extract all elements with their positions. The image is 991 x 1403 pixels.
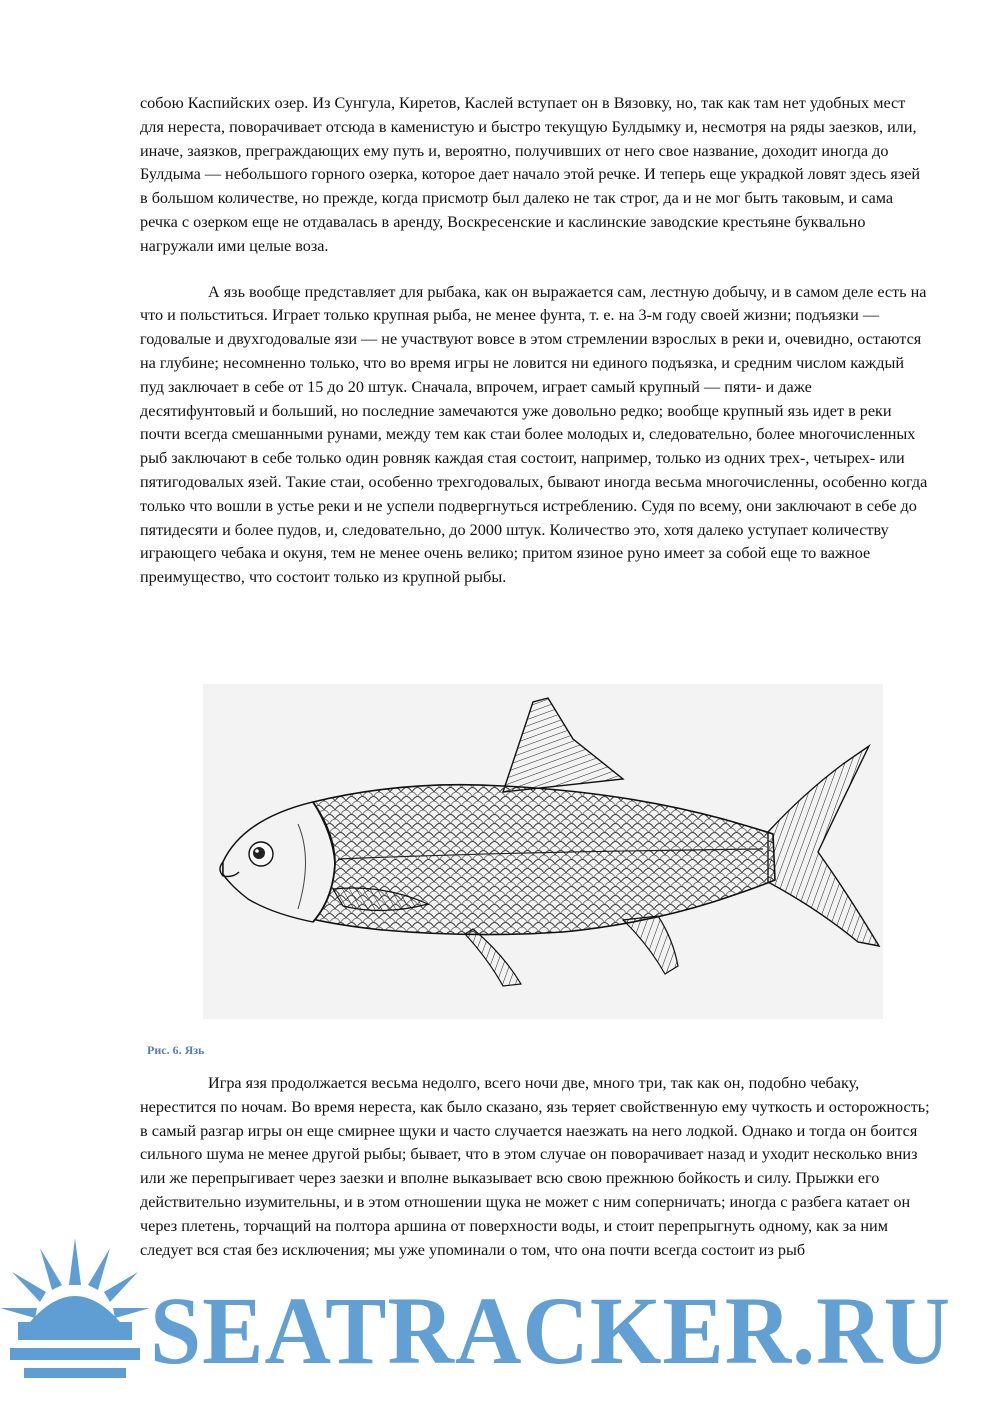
paragraph-3: Игра язя продолжается весьма недолго, всего ночи две, много три, так как он, подобно чебаку, нерестится по ночам. Во время нереста, как было сказано, язь теряет свойственную ему чуткость и осторожность; в самый разгар игры он еще смирнее щуки и часто случается наезжать на него лодкой. Однако и тогда он боится сильного шума не менее другой рыбы; бывает, что в этом случае он поворачивает назад и уходит несколько вниз или же перепрыгивает через заезки и вполне выказывает всю свою прежнюю бойкость и силу. Прыжки его действительно изумительны, и в этом отношении щука не может с ним соперничать; иногда с разбега катает он через плетень, торчащий на полтора аршина от поверхности воды, и стоит перепрыгнуть одному, как за ним следует вся стая без исключения; мы уже упоминали о том, что она почти всегда состоит из рыб [140,1074,930,1259]
paragraph-1: собою Каспийских озер. Из Сунгула, Киретов, Каслей вступает он в Вязовку, но, так как там нет удобных мест для нереста, поворачивает отсюда в каменистую и быстро текущую Булдымку и, несмотря на ряды заезков, или, иначе, заязков, преграждающих ему путь и, вероятно, получивших от него свое название, доходит иногда до Булдыма — небольшого горного озерка, которое дает начало этой речке. И теперь еще украдкой ловят здесь язей в большом количестве, но прежде, когда присмотр был далеко не так строг, да и не мог быть таковым, и сама речка с озерком еще не отдавалась в аренду, Воскресенские и каслинские заводские крестьяне буквально нагружали ими целые воза. [140,94,921,255]
tail-fin [768,746,879,946]
paragraph-2: А язь вообще представляет для рыбака, как он выражается сам, лестную добычу, и в самом деле есть на что и польститься. Играет только крупная рыба, не менее фунта, т. е. на 3-м году своей жизни; подъязки — годовалые и двухгодовалые язи — не участвуют вовсе в этом стремлении взрослых в реки и, очевидно, остаются на глубине; несомненно только, что во время игры не ловится ни единого подъязка, и средним числом каждый пуд заключает в себе от 15 до 20 штук. Сначала, впрочем, играет самый крупный — пяти- и даже десятифунтовый и больший, но последние замечаются уже довольно редко; вообще крупный язь идет в реки почти всегда смешанными рунами, между тем как стаи более молодых и, следовательно, более многочисленных рыб заключают в себе только один ровняк каждая стая состоит, например, только из одних трех-, четырех- или пятигодовалых язей. Такие стаи, особенно трехгодовалых, бывают иногда весьма многочисленны, особенно когда только что вошли в устье реки и не успели подвергнуться истреблению. Судя по всему, они заключают в себе до пятидесяти и более пудов, и, следовательно, до 2000 штук. Количество это, хотя далеко уступает количеству играющего чебака и окуня, тем не менее очень велико; притом язиное руно имеет за собой еще то важное преимущество, что состоит только из крупной рыбы. [140,282,928,587]
fish-illustration [203,684,883,1019]
document-body [140,92,930,610]
document-body-continued [140,1072,930,1262]
dorsal-fin [503,698,623,792]
anal-fin [623,916,678,974]
fish-head [223,802,335,922]
fish-figure [203,684,883,1019]
watermark-text: SEATRACKER.RU [150,1276,952,1384]
sun-icon [0,1230,150,1403]
pelvic-fin [465,929,521,986]
figure-caption: Рис. 6. Язь [147,1043,205,1057]
